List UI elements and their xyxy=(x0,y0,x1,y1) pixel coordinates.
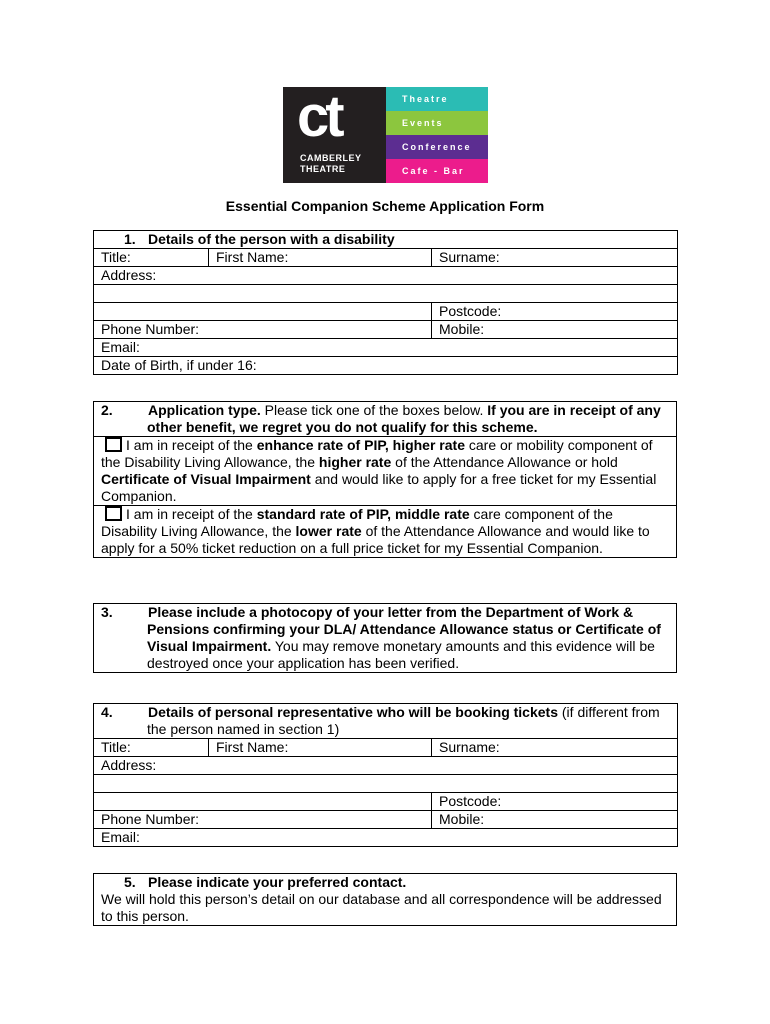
form-title: Essential Companion Scheme Application Form xyxy=(225,198,545,214)
section-1-table xyxy=(93,230,678,375)
section-5-body: We will hold this person’s detail on our database and all correspondence will be addressed to this person. xyxy=(101,891,662,924)
address-line-3[interactable] xyxy=(94,303,432,321)
rep-first-name-field[interactable]: First Name: xyxy=(209,739,432,757)
mobile-field[interactable]: Mobile: xyxy=(432,321,678,339)
logo-mark-panel xyxy=(283,84,386,183)
logo-band-events: Events xyxy=(386,111,488,135)
rep-mobile-field[interactable]: Mobile: xyxy=(432,811,678,829)
rep-address-line-2[interactable] xyxy=(94,775,678,793)
logo-name-line1: CAMBERLEY xyxy=(300,153,362,163)
rep-address-field[interactable]: Address: xyxy=(94,757,678,775)
half-price-checkbox[interactable] xyxy=(105,506,122,521)
address-field[interactable]: Address: xyxy=(94,267,678,285)
phone-field[interactable]: Phone Number: xyxy=(94,321,432,339)
logo-band-cafe-bar: Cafe - Bar xyxy=(386,159,488,183)
logo-mark: ct xyxy=(297,84,341,149)
rep-postcode-field[interactable]: Postcode: xyxy=(432,793,678,811)
logo-band-theatre: Theatre xyxy=(386,87,488,111)
title-field[interactable]: Title: xyxy=(94,249,209,267)
address-line-2[interactable] xyxy=(94,285,678,303)
surname-field[interactable]: Surname: xyxy=(432,249,678,267)
dob-field[interactable]: Date of Birth, if under 16: xyxy=(94,357,678,375)
section-1-heading: 1. Details of the person with a disability xyxy=(94,231,678,249)
section-2-heading: 2. Application type. Please tick one of the boxes below. If you are in receipt of any other benefit, we regret you do not qualify for this scheme. xyxy=(94,402,677,437)
option-half-price-ticket[interactable]: I am in receipt of the standard rate of PIP, middle rate care component of the Disability Living Allowance, the lower rate of the Attendance Allowance and would like to apply for a 50% ticket reduction on a full price ticket for my Essential Companion. xyxy=(94,506,677,558)
rep-title-field[interactable]: Title: xyxy=(94,739,209,757)
logo-name-line2: THEATRE xyxy=(300,164,346,174)
rep-phone-field[interactable]: Phone Number: xyxy=(94,811,432,829)
first-name-field[interactable]: First Name: xyxy=(209,249,432,267)
section-5-heading: 5. Please indicate your preferred contact. xyxy=(124,874,407,890)
section-2-table xyxy=(93,401,677,558)
option-full-ticket[interactable]: I am in receipt of the enhance rate of PIP, higher rate care or mobility component of the Disability Living Allowance, the higher rate of the Attendance Allowance or hold Certificate of Visual Impairment and would like to apply for a free ticket for my Essential Companion. xyxy=(94,437,677,506)
section-3-table xyxy=(93,603,677,673)
camberley-theatre-logo xyxy=(283,84,488,183)
section-5-table xyxy=(93,873,677,926)
rep-email-field[interactable]: Email: xyxy=(94,829,678,847)
rep-address-line-3[interactable] xyxy=(94,793,432,811)
rep-surname-field[interactable]: Surname: xyxy=(432,739,678,757)
section-3-text: 3. Please include a photocopy of your letter from the Department of Work & Pensions confirming your DLA/ Attendance Allowance status or Certificate of Visual Impairment. You may remove monetary amounts and this evidence will be destroyed once your application has been verified. xyxy=(94,604,677,673)
section-5-text xyxy=(94,874,677,926)
full-ticket-checkbox[interactable] xyxy=(105,437,122,452)
section-4-heading: 4. Details of personal representative who will be booking tickets (if different from the person named in section 1) xyxy=(94,704,678,739)
email-field[interactable]: Email: xyxy=(94,339,678,357)
postcode-field[interactable]: Postcode: xyxy=(432,303,678,321)
section-4-table xyxy=(93,703,678,847)
logo-band-conference: Conference xyxy=(386,135,488,159)
